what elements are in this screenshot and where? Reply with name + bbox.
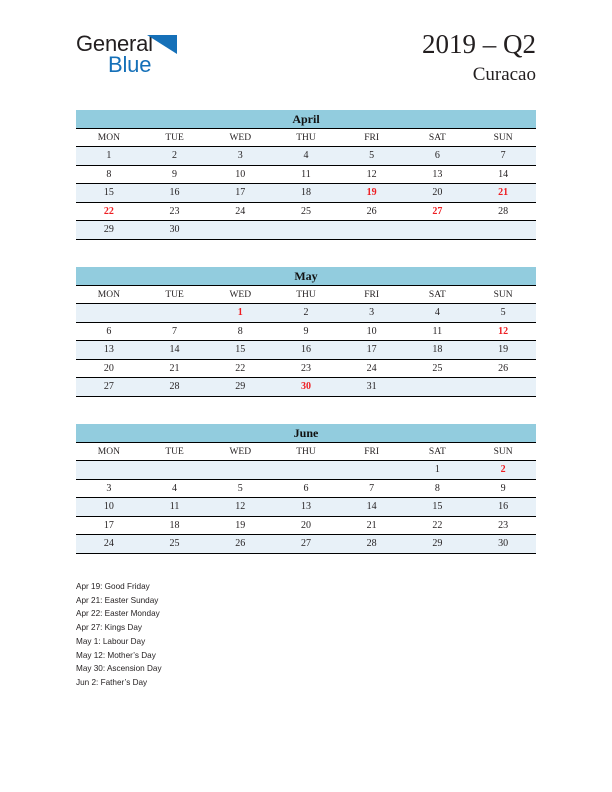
day-cell-empty: [470, 378, 536, 397]
weekday-header-wed: WED: [207, 443, 273, 461]
day-cell-empty: [76, 461, 142, 480]
brand-logo: [76, 31, 256, 83]
day-cell-april-13: 13: [405, 165, 471, 184]
day-cell-june-28: 28: [339, 535, 405, 554]
day-cell-april-12: 12: [339, 165, 405, 184]
weekday-header-row: [76, 129, 536, 147]
day-cell-empty: [339, 461, 405, 480]
day-cell-april-25: 25: [273, 202, 339, 221]
weekday-header-tue: TUE: [142, 286, 208, 304]
page-subtitle: Curacao: [472, 64, 536, 85]
day-cell-april-30: 30: [142, 221, 208, 240]
holiday-list-item: Apr 27: Kings Day: [76, 623, 142, 633]
day-cell-june-29: 29: [405, 535, 471, 554]
week-row: [76, 165, 536, 184]
week-row: [76, 461, 536, 480]
month-block-june: [76, 424, 536, 554]
holiday-list: [76, 580, 376, 690]
day-cell-april-8: 8: [76, 165, 142, 184]
weekday-header-thu: THU: [273, 286, 339, 304]
day-cell-june-25: 25: [142, 535, 208, 554]
day-cell-june-7: 7: [339, 479, 405, 498]
day-cell-may-20: 20: [76, 359, 142, 378]
day-cell-may-17: 17: [339, 341, 405, 360]
day-cell-may-31: 31: [339, 378, 405, 397]
weekday-header-thu: THU: [273, 129, 339, 147]
week-row: [76, 378, 536, 397]
day-cell-april-18: 18: [273, 184, 339, 203]
day-cell-june-22: 22: [405, 516, 471, 535]
day-cell-june-23: 23: [470, 516, 536, 535]
day-cell-june-21: 21: [339, 516, 405, 535]
day-cell-empty: [405, 221, 471, 240]
day-cell-june-20: 20: [273, 516, 339, 535]
weekday-header-sat: SAT: [405, 286, 471, 304]
week-row: [76, 341, 536, 360]
day-cell-empty: [76, 304, 142, 323]
weekday-header-sun: SUN: [470, 443, 536, 461]
day-cell-holiday-april-19: 19: [339, 184, 405, 203]
month-title-june: June: [76, 424, 536, 443]
logo-text-blue: Blue: [108, 52, 152, 77]
week-row: [76, 184, 536, 203]
day-cell-may-27: 27: [76, 378, 142, 397]
weekday-header-sun: SUN: [470, 286, 536, 304]
month-block-may: [76, 267, 536, 397]
day-cell-holiday-may-30: 30: [273, 378, 339, 397]
weekday-header-sat: SAT: [405, 129, 471, 147]
day-cell-may-4: 4: [405, 304, 471, 323]
day-cell-april-23: 23: [142, 202, 208, 221]
holiday-list-item: Jun 2: Father’s Day: [76, 677, 148, 687]
day-cell-april-11: 11: [273, 165, 339, 184]
day-cell-april-26: 26: [339, 202, 405, 221]
weekday-header-mon: MON: [76, 129, 142, 147]
week-row: [76, 322, 536, 341]
weekday-header-wed: WED: [207, 129, 273, 147]
day-cell-june-13: 13: [273, 498, 339, 517]
day-cell-june-5: 5: [207, 479, 273, 498]
day-cell-june-27: 27: [273, 535, 339, 554]
day-cell-holiday-april-27: 27: [405, 202, 471, 221]
day-cell-june-24: 24: [76, 535, 142, 554]
day-cell-april-10: 10: [207, 165, 273, 184]
day-cell-april-5: 5: [339, 147, 405, 166]
day-cell-holiday-june-2: 2: [470, 461, 536, 480]
day-cell-april-3: 3: [207, 147, 273, 166]
weekday-header-mon: MON: [76, 443, 142, 461]
day-cell-april-15: 15: [76, 184, 142, 203]
day-cell-june-1: 1: [405, 461, 471, 480]
day-cell-may-7: 7: [142, 322, 208, 341]
day-cell-may-2: 2: [273, 304, 339, 323]
day-cell-april-7: 7: [470, 147, 536, 166]
day-cell-april-4: 4: [273, 147, 339, 166]
weekday-header-row: [76, 443, 536, 461]
month-title-row: [76, 110, 536, 129]
day-cell-june-9: 9: [470, 479, 536, 498]
day-cell-may-5: 5: [470, 304, 536, 323]
day-cell-empty: [142, 461, 208, 480]
week-row: [76, 221, 536, 240]
day-cell-empty: [142, 304, 208, 323]
holiday-list-item: Apr 21: Easter Sunday: [76, 595, 159, 605]
page-header: [0, 0, 612, 100]
weekday-header-fri: FRI: [339, 129, 405, 147]
logo-triangle-icon: [147, 35, 177, 54]
day-cell-may-15: 15: [207, 341, 273, 360]
day-cell-may-14: 14: [142, 341, 208, 360]
day-cell-empty: [470, 221, 536, 240]
day-cell-may-22: 22: [207, 359, 273, 378]
day-cell-june-15: 15: [405, 498, 471, 517]
holiday-list-item: May 30: Ascension Day: [76, 664, 162, 674]
day-cell-april-9: 9: [142, 165, 208, 184]
weekday-header-sat: SAT: [405, 443, 471, 461]
day-cell-may-23: 23: [273, 359, 339, 378]
day-cell-may-21: 21: [142, 359, 208, 378]
weekday-header-fri: FRI: [339, 286, 405, 304]
month-title-row: [76, 424, 536, 443]
month-title-row: [76, 267, 536, 286]
day-cell-april-24: 24: [207, 202, 273, 221]
day-cell-empty: [207, 461, 273, 480]
day-cell-may-29: 29: [207, 378, 273, 397]
day-cell-may-28: 28: [142, 378, 208, 397]
day-cell-june-10: 10: [76, 498, 142, 517]
day-cell-june-26: 26: [207, 535, 273, 554]
day-cell-june-17: 17: [76, 516, 142, 535]
week-row: [76, 147, 536, 166]
weekday-header-tue: TUE: [142, 129, 208, 147]
week-row: [76, 304, 536, 323]
day-cell-june-16: 16: [470, 498, 536, 517]
holiday-list-item: May 12: Mother’s Day: [76, 650, 156, 660]
day-cell-empty: [273, 461, 339, 480]
weekday-header-fri: FRI: [339, 443, 405, 461]
title-block: [422, 28, 536, 87]
day-cell-april-14: 14: [470, 165, 536, 184]
day-cell-empty: [405, 378, 471, 397]
day-cell-may-6: 6: [76, 322, 142, 341]
day-cell-june-6: 6: [273, 479, 339, 498]
day-cell-april-29: 29: [76, 221, 142, 240]
weekday-header-row: [76, 286, 536, 304]
day-cell-june-4: 4: [142, 479, 208, 498]
month-block-april: [76, 110, 536, 240]
day-cell-holiday-may-1: 1: [207, 304, 273, 323]
day-cell-may-19: 19: [470, 341, 536, 360]
calendar-table-june: [76, 424, 536, 554]
calendar-table-april: [76, 110, 536, 240]
week-row: [76, 535, 536, 554]
weekday-header-wed: WED: [207, 286, 273, 304]
day-cell-empty: [339, 221, 405, 240]
holiday-list-item: Apr 19: Good Friday: [76, 582, 150, 591]
day-cell-april-2: 2: [142, 147, 208, 166]
day-cell-june-8: 8: [405, 479, 471, 498]
day-cell-may-25: 25: [405, 359, 471, 378]
holiday-list-item: May 1: Labour Day: [76, 636, 146, 646]
week-row: [76, 498, 536, 517]
day-cell-april-28: 28: [470, 202, 536, 221]
day-cell-may-24: 24: [339, 359, 405, 378]
day-cell-april-20: 20: [405, 184, 471, 203]
holiday-list-item: Apr 22: Easter Monday: [76, 609, 160, 619]
day-cell-may-26: 26: [470, 359, 536, 378]
day-cell-may-3: 3: [339, 304, 405, 323]
day-cell-empty: [273, 221, 339, 240]
day-cell-june-3: 3: [76, 479, 142, 498]
day-cell-june-14: 14: [339, 498, 405, 517]
day-cell-may-9: 9: [273, 322, 339, 341]
day-cell-may-18: 18: [405, 341, 471, 360]
day-cell-holiday-april-21: 21: [470, 184, 536, 203]
day-cell-may-10: 10: [339, 322, 405, 341]
page-title: 2019 – Q2: [422, 29, 536, 59]
weekday-header-sun: SUN: [470, 129, 536, 147]
week-row: [76, 516, 536, 535]
month-title-april: April: [76, 110, 536, 129]
week-row: [76, 359, 536, 378]
day-cell-april-17: 17: [207, 184, 273, 203]
week-row: [76, 202, 536, 221]
day-cell-may-16: 16: [273, 341, 339, 360]
calendar-table-may: [76, 267, 536, 397]
day-cell-april-1: 1: [76, 147, 142, 166]
month-title-may: May: [76, 267, 536, 286]
day-cell-may-11: 11: [405, 322, 471, 341]
weekday-header-thu: THU: [273, 443, 339, 461]
week-row: [76, 479, 536, 498]
weekday-header-mon: MON: [76, 286, 142, 304]
day-cell-april-16: 16: [142, 184, 208, 203]
day-cell-june-30: 30: [470, 535, 536, 554]
day-cell-holiday-april-22: 22: [76, 202, 142, 221]
logo-text-general: General: [76, 31, 153, 56]
day-cell-may-13: 13: [76, 341, 142, 360]
day-cell-june-11: 11: [142, 498, 208, 517]
day-cell-may-8: 8: [207, 322, 273, 341]
day-cell-april-6: 6: [405, 147, 471, 166]
day-cell-june-19: 19: [207, 516, 273, 535]
day-cell-holiday-may-12: 12: [470, 322, 536, 341]
weekday-header-tue: TUE: [142, 443, 208, 461]
day-cell-empty: [207, 221, 273, 240]
day-cell-june-18: 18: [142, 516, 208, 535]
day-cell-june-12: 12: [207, 498, 273, 517]
